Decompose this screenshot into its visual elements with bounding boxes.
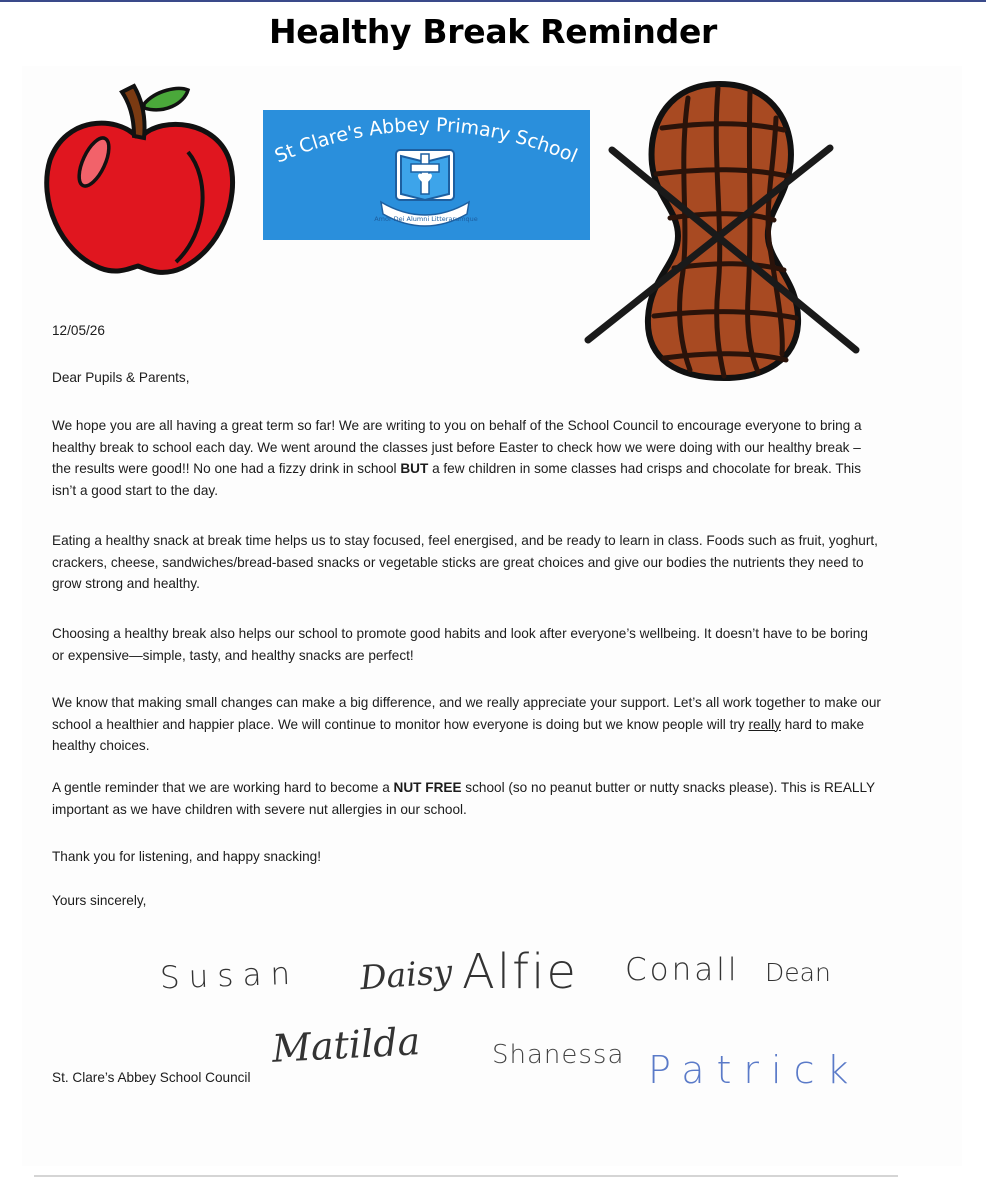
signatory-council: St. Clare’s Abbey School Council — [52, 1070, 251, 1085]
signature-conall: Conall — [625, 952, 740, 988]
page-title: Healthy Break Reminder — [268, 12, 718, 51]
paragraph-5-text-a: A gentle reminder that we are working hard to become a — [52, 780, 394, 795]
school-logo — [263, 110, 590, 240]
paragraph-1-bold: BUT — [400, 461, 429, 476]
top-border — [0, 0, 986, 2]
paragraph-4-text-b: hard to make healthy choices. — [52, 716, 865, 753]
paragraph-4-text-a: We know that making small changes can make a big difference, and we really appreciate your support. Let’s all work together to make our school a healthier and happier place. We will continue to monitor how everyone is doing but we know people will try — [52, 695, 881, 732]
signature-alfie: Alfie — [462, 944, 578, 1000]
signature-matilda: Matilda — [270, 1019, 422, 1071]
letter-closing: Yours sincerely, — [52, 893, 147, 908]
paragraph-3: Choosing a healthy break also helps our school to promote good habits and look after everyone’s wellbeing. It doesn’t have to be boring or expensive—simple, tasty, and healthy snacks are perfect! — [52, 626, 868, 663]
paragraph-5-bold: NUT FREE — [393, 780, 462, 795]
paragraph-6: Thank you for listening, and happy snacking! — [52, 849, 322, 864]
paragraph-2: Eating a healthy snack at break time helps us to stay focused, feel energised, and be ready to learn in class. Foods such as fruit, yoghurt, crackers, cheese, sandwiches/bread-based snacks or vegetable sticks are great choices and give our bodies the nutrients they need to grow strong and healthy. — [52, 533, 878, 591]
apple-icon — [38, 82, 243, 282]
school-name: St Clare's Abbey Primary School — [271, 113, 581, 168]
signature-patrick: Patrick — [648, 1048, 861, 1092]
paragraph-1-text-b: a few children in some classes had crisps and chocolate for break. This isn’t a good start to the day. — [52, 461, 861, 498]
paragraph-5-text-b: school (so no peanut butter or nutty snacks please). This is REALLY important as we have children with severe nut allergies in our school. — [52, 780, 875, 817]
signature-daisy: Daisy — [358, 951, 454, 998]
signature-dean: Dean — [765, 958, 831, 987]
paragraph-4 — [52, 692, 882, 757]
letter-greeting: Dear Pupils & Parents, — [52, 370, 190, 385]
paragraph-1 — [52, 415, 882, 501]
signature-shanessa: Shanessa — [492, 1040, 625, 1070]
signature-susan: Susan — [159, 955, 300, 997]
bottom-border — [34, 1175, 898, 1177]
letter-date: 12/05/26 — [52, 323, 105, 338]
school-motto: Amor Dei Alumni Litterarumque — [374, 215, 478, 223]
paragraph-5 — [52, 777, 882, 820]
paragraph-4-underlined: really — [748, 716, 781, 732]
paragraph-1-text-a: We hope you are all having a great term so far! We are writing to you on behalf of the School Council to encourage everyone to bring a healthy break to school each day. We went around the classes just before Easter to check how we were doing with our healthy break – the results were good!! No one had a fizzy drink in school — [52, 418, 862, 476]
